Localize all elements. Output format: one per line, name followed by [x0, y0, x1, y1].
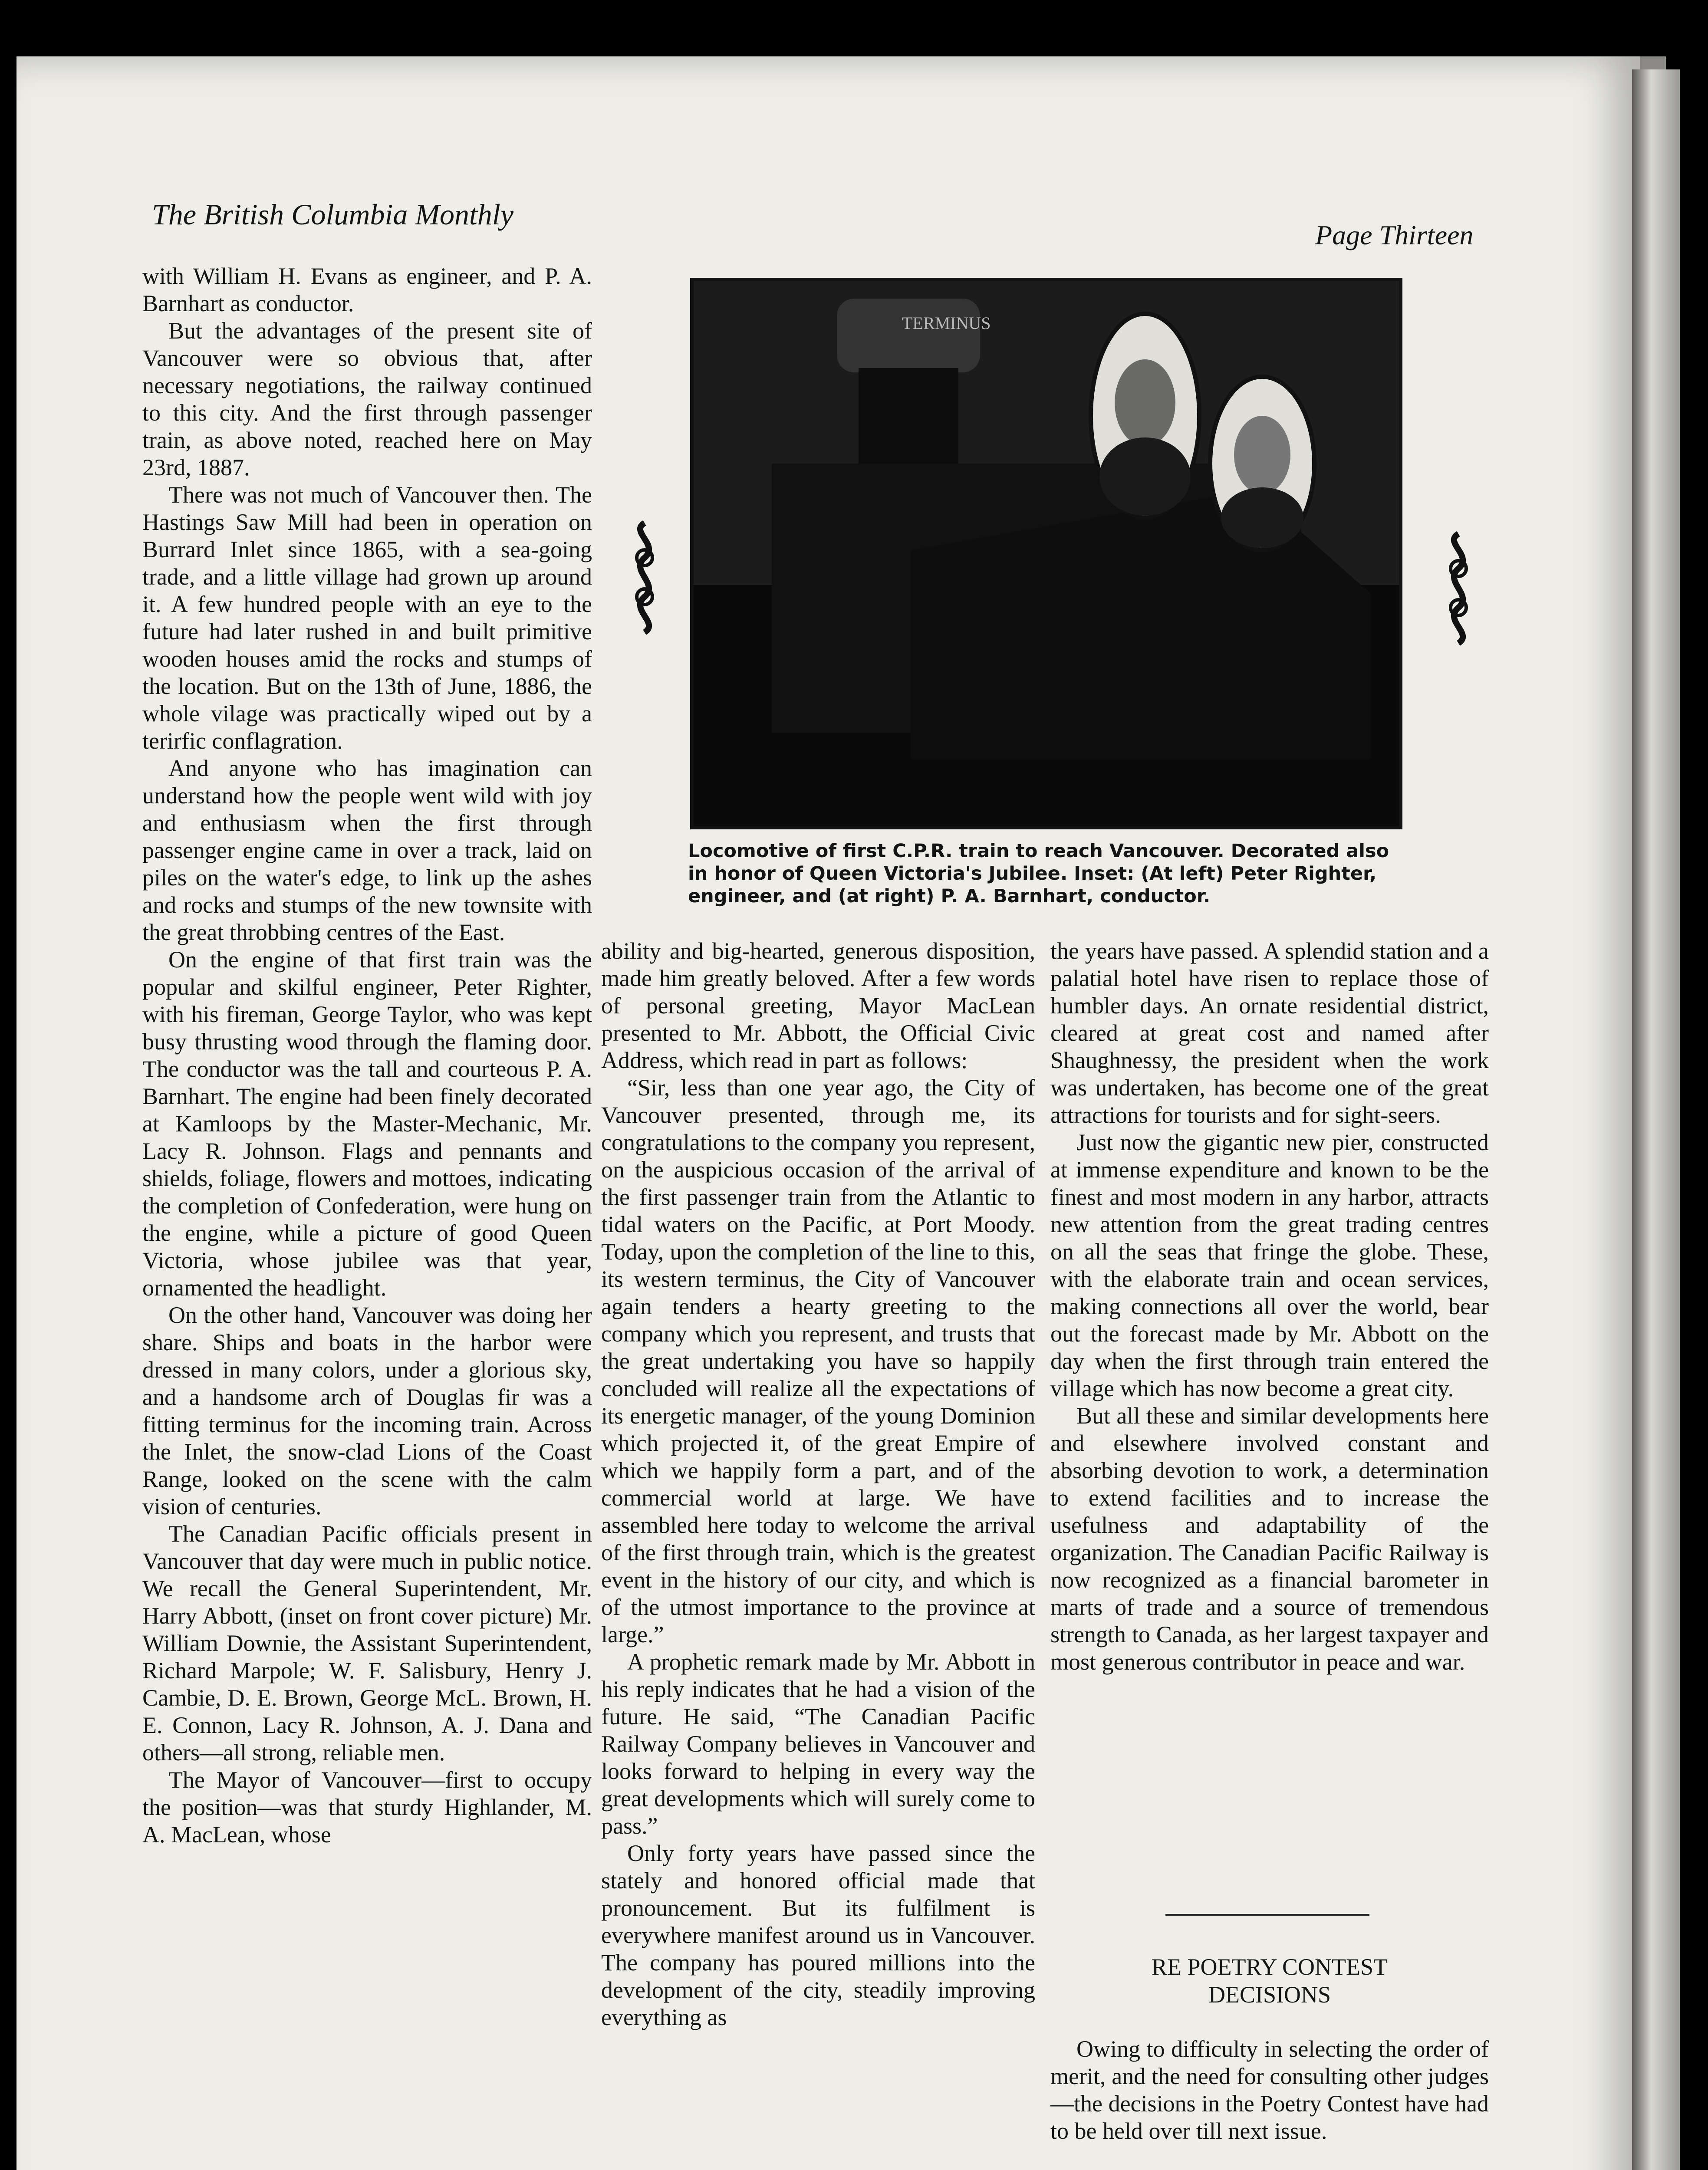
contest-notice [1050, 2035, 1489, 2145]
paragraph: the years have passed. A splendid station and a palatial hotel have risen to replace those of humbler days. An ornate residential district, cleared at great cost and named after Shaughnessy, the president when the work was undertaken, has become one of the great attractions for tourists and for sight-seers. [1050, 938, 1489, 1128]
paragraph: A prophetic remark made by Mr. Abbott in his reply indicates that he had a vision of the future. He said, “The Canadian Pacific Railway Company believes in Vancouver and looks forward to helping in every way the great developments which will surely come to pass.” [601, 1649, 1035, 1839]
book-spine [1632, 69, 1680, 2170]
paragraph: “Sir, less than one year ago, the City of Vancouver presented, through me, its congratulations to the company you represent, on the auspicious occasion of the arrival of the first passenger train from the Atlantic to tidal waters on the Pacific, at Port Moody. Today, upon the completion of the line to this, its western terminus, the City of Vancouver again tenders a hearty greeting to the company which you represent, and trusts that the great undertaking you have so happily concluded will realize all the expectations of its energetic manager, of the young Dominion which projected it, of the great Empire of which we happily form a part, and of the commercial world at large. We have assembled here today to welcome the arrival of the first through train, which is the greatest event in the history of our city, and which is of the utmost importance to the province at large.” [601, 1075, 1035, 1647]
paragraph: Only forty years have passed since the stately and honored official made that pronouncement. But its fulfilment is everywhere manifest around us in Vancouver. The company has poured millions into the development of the city, steadily improving everything as [601, 1840, 1035, 2030]
scroll-ornament-right-icon [1439, 529, 1478, 647]
banner-text: TERMINUS [902, 313, 991, 333]
contest-heading-line-1: RE POETRY CONTEST [1151, 1954, 1388, 1980]
paragraph: The Mayor of Vancouver—first to occupy the position—was that sturdy Highlander, M. A. MacLean, whose [142, 1767, 592, 1848]
paragraph: On the other hand, Vancouver was doing her share. Ships and boats in the harbor were dressed in many colors, under a glorious sky, and a handsome arch of Douglas fir was a fitting terminus for the incoming train. Across the Inlet, the snow-clad Lions of the Coast Range, looked on the scene with the calm vision of centuries. [142, 1302, 592, 1519]
paragraph: But the advantages of the present site of Vancouver were so obvious that, after necessary negotiations, the railway continued to this city. And the first through passenger train, as above noted, reached here on May 23rd, 1887. [142, 318, 592, 480]
scroll-ornament-left-icon [625, 519, 664, 636]
paragraph: ability and big-hearted, generous disposition, made him greatly beloved. After a few words of personal greeting, Mayor MacLean presented to Mr. Abbott, the Official Civic Address, which read in part as follows: [601, 938, 1035, 1073]
paragraph: The Canadian Pacific officials present in Vancouver that day were much in public notice. We recall the General Superintendent, Mr. Harry Abbott, (inset on front cover picture) Mr. William Downie, the Assistant Superintendent, Richard Marpole; W. F. Salisbury, Henry J. Cambie, D. E. Brown, George McL. Brown, H. E. Connon, Lacy R. Johnson, A. J. Dana and others—all strong, reliable men. [142, 1521, 592, 1766]
contest-heading-line-2: DECISIONS [1208, 1982, 1331, 2008]
paragraph: Just now the gigantic new pier, constructed at immense expenditure and known to be the finest and most modern in any harbor, attracts new attention from the great trading centres on all the seas that fringe the globe. These, with the elaborate train and ocean services, making connections all over the world, bear out the forecast made by Mr. Abbott on the day when the first through train entered the village which has now become a great city. [1050, 1129, 1489, 1401]
article-column-1 [142, 263, 592, 1848]
paragraph: On the engine of that first train was the popular and skilful engineer, Peter Righter, with his fireman, George Taylor, who was kept busy thrusting wood through the flaming door. The conductor was the tall and courteous P. A. Barnhart. The engine had been finely decorated at Kamloops by the Master-Mechanic, Mr. Lacy R. Johnson. Flags and pennants and shields, foliage, flowers and mottoes, indicating the completion of Confederation, were hung on the engine, while a picture of good Queen Victoria, whose jubilee was that year, ornamented the headlight. [142, 947, 592, 1301]
locomotive-photo [690, 278, 1402, 829]
section-divider [1165, 1914, 1369, 1916]
contest-heading [1050, 1953, 1489, 2009]
page-number: Page Thirteen [1315, 220, 1474, 250]
paragraph: And anyone who has imagination can understand how the people went wild with joy and enthusiasm when the first through passenger engine came in over a track, laid on piles on the water's edge, to link up the ashes and rocks and stumps of the new townsite with the great throbbing centres of the East. [142, 755, 592, 945]
article-column-2 [601, 937, 1035, 2031]
running-head: The British Columbia Monthly [152, 198, 513, 231]
article-column-3 [1050, 937, 1489, 1676]
locomotive-image [694, 281, 1399, 826]
paragraph: There was not much of Vancouver then. The Hastings Saw Mill had been in operation on Burrard Inlet since 1865, with a sea-going trade, and a little village had grown up around it. A few hundred people with an eye to the future had later rushed in and built primitive wooden houses amid the rocks and stumps of the location. But on the 13th of June, 1886, the whole vilage was practically wiped out by a terirfic conflagration. [142, 482, 592, 754]
paragraph: Owing to difficulty in selecting the order of merit, and the need for consulting other judges—the decisions in the Poetry Contest have had to be held over till next issue. [1050, 2036, 1489, 2144]
photo-caption: Locomotive of first C.P.R. train to reach Vancouver. Decorated also in honor of Queen Victoria's Jubilee. Inset: (At left) Peter Righter, engineer, and (at right) P. A. Barnhart, conductor. [688, 840, 1389, 907]
paragraph: But all these and similar developments here and elsewhere involved constant and absorbing devotion to work, a determination to extend facilities and to increase the usefulness and adaptability of the organization. The Canadian Pacific Railway is now recognized as a financial barometer in marts of trade and a source of tremendous strength to Canada, as her largest taxpayer and most generous contributor in peace and war. [1050, 1403, 1489, 1675]
paragraph: with William H. Evans as engineer, and P. A. Barnhart as conductor. [142, 263, 592, 316]
